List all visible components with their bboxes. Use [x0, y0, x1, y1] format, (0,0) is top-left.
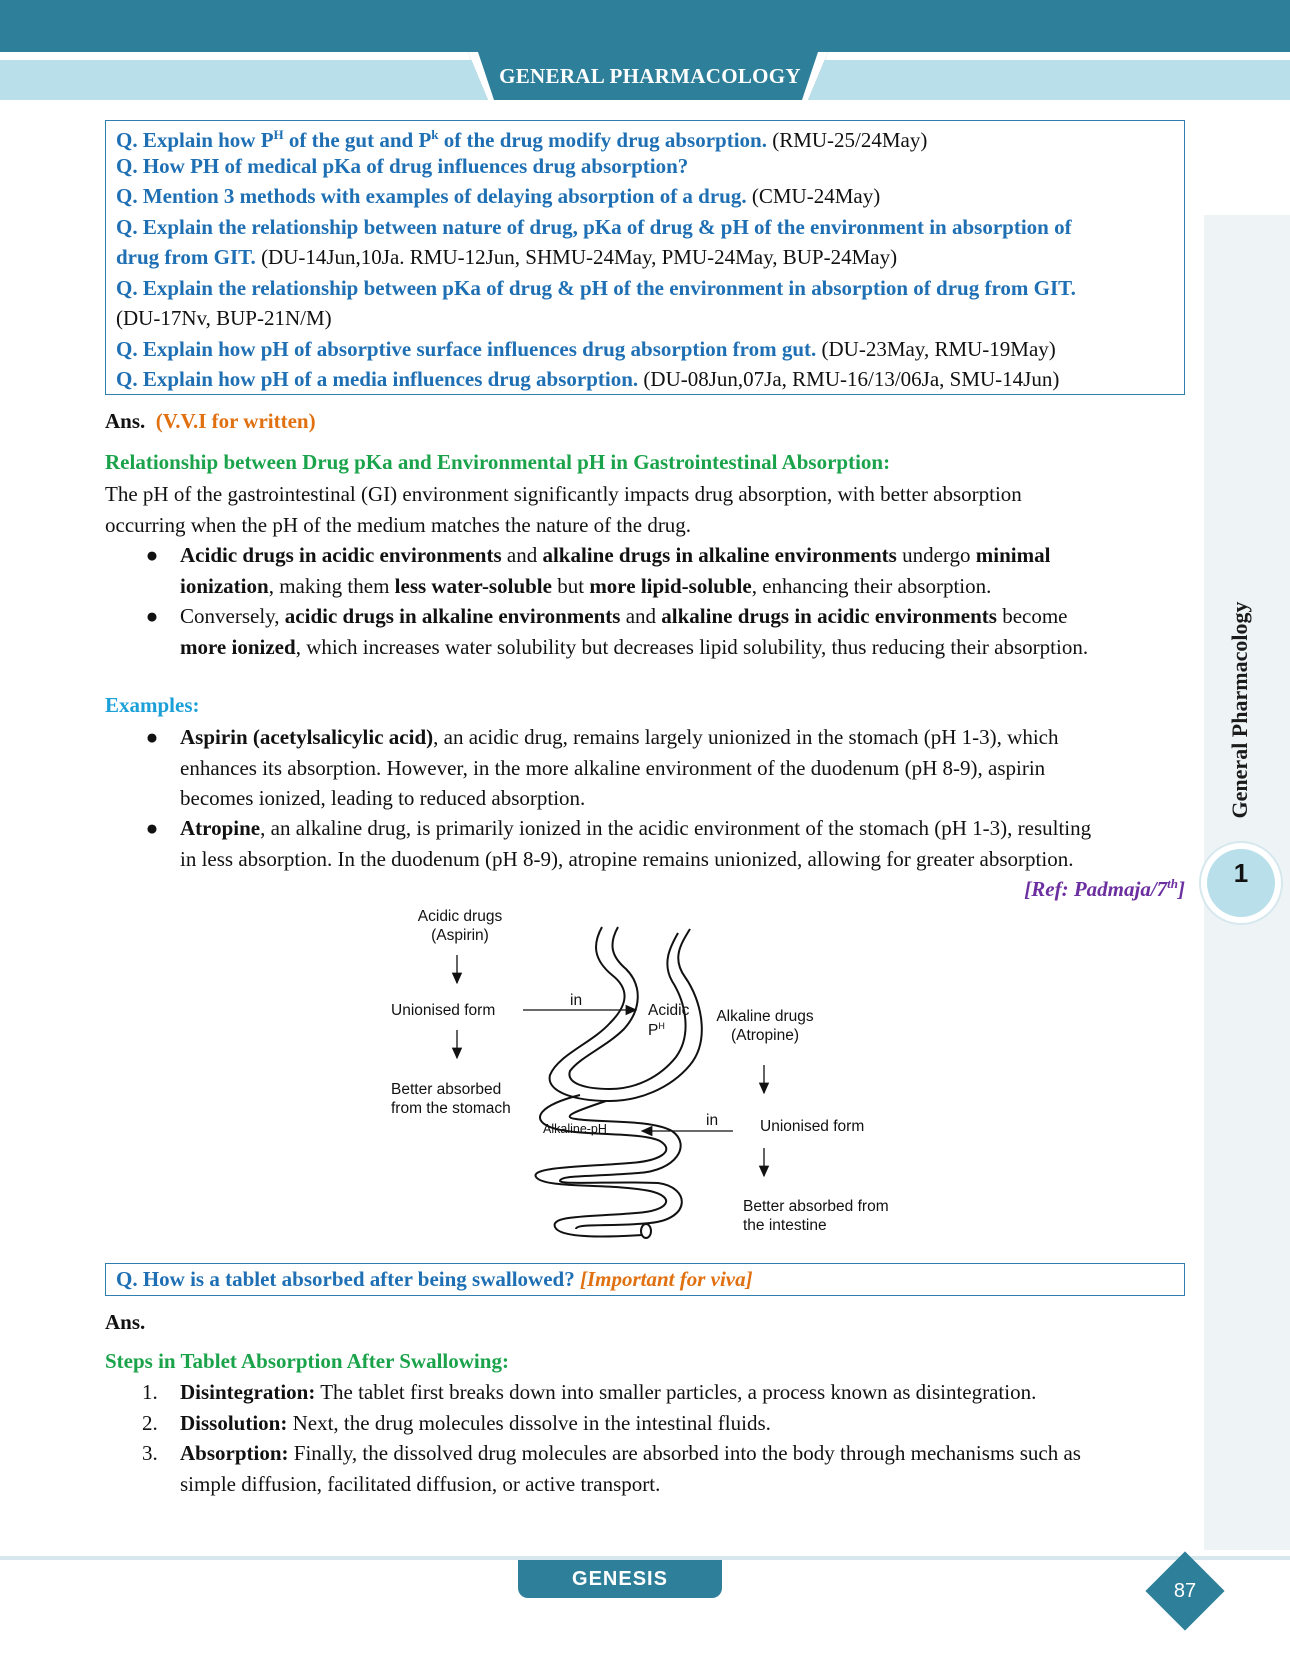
q-ref: (RMU-25/24May) [766, 128, 928, 152]
chapter-number: 1 [1233, 858, 1249, 888]
bold-text: acidic drugs in alkaline environments [284, 604, 621, 628]
step-number: 3. [142, 1441, 158, 1465]
text: and [620, 604, 662, 628]
examples-heading: Examples: [105, 693, 200, 717]
steps-heading: Steps in Tablet Absorption After Swallowing: [105, 1349, 509, 1373]
text: Conversely, [180, 604, 285, 628]
text: , which increases water solubility but decreases lipid solubility, thus reducing their absorption. [295, 634, 1089, 659]
q-text: Q. Explain how pH of absorptive surface influences drug absorption from gut. [116, 336, 817, 361]
footer-brand: GENESIS [572, 1568, 668, 1590]
label-better-stomach-2: from the stomach [391, 1100, 511, 1117]
question-line-2 [116, 151, 1181, 182]
step-text: Finally, the dissolved drug molecules are absorbed into the body through mechanisms such as [288, 1441, 1081, 1465]
label-alkaline-ph: Alkaline-pH [543, 1122, 607, 1136]
page-number: 87 [1173, 1580, 1197, 1602]
q-text: of the drug modify drug absorption. [438, 128, 767, 152]
q-text: Q. How PH of medical pKa of drug influences drug absorption? [116, 153, 689, 178]
label-in-top: in [570, 992, 583, 1009]
text: , an acidic drug, remains largely unionized in the stomach (pH 1-3), which [433, 725, 1059, 749]
section-heading-relationship: Relationship between Drug pKa and Environmental pH in Gastrointestinal Absorption: [105, 450, 891, 474]
example-bullet-2 [142, 813, 1182, 875]
q-ref: (DU-17Nv, BUP-21N/M) [116, 306, 332, 330]
bold-text: Aspirin (acetylsalicylic acid) [180, 725, 434, 749]
question-line-6 [116, 273, 1186, 304]
q-ref: (DU-14Jun,10Ja. RMU-12Jun, SHMU-24May, PMU-24May, BUP-24May) [255, 245, 898, 269]
text: , making them [268, 573, 395, 598]
question-line-9 [116, 364, 1181, 395]
label-better-intestine-2: the intestine [743, 1217, 827, 1234]
q-text: of the gut and P [283, 128, 432, 152]
question-line-8 [116, 334, 1181, 365]
label-unionised-left: Unionised form [391, 1002, 496, 1019]
question-line-7 [116, 303, 1181, 334]
ans-label: Ans. [105, 1310, 146, 1334]
q-sup: k [431, 127, 439, 142]
bold-text: Atropine [180, 816, 261, 840]
label-in-bottom: in [706, 1112, 719, 1129]
ref-sup: th [1167, 876, 1178, 891]
label-better-intestine-1: Better absorbed from [743, 1198, 889, 1215]
step-item-2 [142, 1408, 1182, 1439]
page-header-title: GENERAL PHARMACOLOGY [499, 64, 801, 88]
label-ph-p: $P^H$ [648, 1021, 665, 1039]
bold-text: more lipid-soluble [589, 573, 752, 598]
label-better-stomach-1: Better absorbed [391, 1081, 502, 1098]
q-ref: (CMU-24May) [746, 184, 881, 208]
q-ref: (DU-08Jun,07Ja, RMU-16/13/06Ja, SMU-14Jun) [638, 367, 1060, 391]
q-text: drug from GIT. [116, 245, 256, 269]
bold-text: minimal [975, 543, 1051, 567]
label-acidic-drugs: Acidic drugs [417, 908, 503, 925]
side-chapter-label: General Pharmacology [1227, 601, 1252, 819]
bullet-text [180, 813, 1200, 874]
ans-label: Ans. [105, 409, 146, 433]
text: undergo [896, 543, 976, 567]
label-alkaline-drugs: Alkaline drugs [716, 1008, 814, 1025]
question-line-tablet [116, 1264, 1181, 1295]
header-band [0, 0, 1290, 52]
q-note: [Important for viva] [574, 1267, 753, 1291]
text: becomes ionized, leading to reduced absorption. [180, 786, 586, 810]
step-text: Next, the drug molecules dissolve in the intestinal fluids. [287, 1410, 771, 1435]
question-line-5 [116, 242, 1181, 273]
bold-text: alkaline drugs in alkaline environments [542, 543, 897, 567]
q-sup: H [273, 127, 284, 142]
ref-text: [Ref: Padmaja/7 [1024, 877, 1168, 901]
answer-label-1 [105, 406, 316, 437]
q-text: Q. Explain how P [116, 128, 274, 152]
q-text: Q. Explain the relationship between nature of drug, pKa of drug & pH of the environment in absorption of [116, 214, 1072, 239]
bold-text: alkaline drugs in acidic environments [661, 604, 997, 628]
text: enhances its absorption. However, in the more alkaline environment of the duodenum (pH 8-9), aspirin [180, 755, 1046, 780]
step-text: simple diffusion, facilitated diffusion, or active transport. [180, 1471, 661, 1496]
ans-note: (V.V.I for written) [155, 409, 316, 433]
bold-text: ionization [180, 573, 269, 598]
text: , an alkaline drug, is primarily ionized in the acidic environment of the stomach (pH 1-3), resulting [260, 816, 1092, 840]
example-bullet-1 [142, 722, 1182, 814]
q-ref: (DU-23May, RMU-19May) [816, 336, 1056, 361]
bullet-item-1 [142, 540, 1182, 602]
text: in less absorption. In the duodenum (pH 8-9), atropine remains unionized, allowing for greater absorption. [180, 846, 1074, 871]
q-text: Q. Explain how pH of a media influences drug absorption. [116, 367, 639, 391]
bullet-item-2 [142, 601, 1182, 663]
text: become [996, 604, 1068, 628]
step-number: 2. [142, 1410, 158, 1435]
q-text: Q. Mention 3 methods with examples of delaying absorption of a drug. [116, 184, 747, 208]
text: but [551, 573, 590, 598]
question-line-3 [116, 181, 1181, 212]
label-aspirin: (Aspirin) [431, 927, 489, 944]
q-text: Q. How is a tablet absorbed after being swallowed? [116, 1267, 575, 1291]
stomach-intestine-drawing [536, 927, 702, 1238]
text: and [501, 543, 543, 567]
step-number: 1. [142, 1380, 158, 1404]
label-atropine: (Atropine) [730, 1027, 800, 1044]
step-item-1 [142, 1377, 1182, 1408]
bullet-dot: ● [145, 604, 159, 628]
answer-label-2 [105, 1307, 145, 1338]
step-term: Dissolution: [180, 1410, 288, 1435]
gi-absorption-diagram [380, 905, 920, 1245]
label-unionised-right: Unionised form [760, 1118, 865, 1135]
label-acidic-ph: Acidic [648, 1002, 690, 1019]
step-term: Disintegration: [180, 1380, 316, 1404]
step-term: Absorption: [180, 1441, 289, 1465]
bold-text: more ionized [180, 634, 296, 659]
bullet-text [180, 601, 1180, 662]
q-text: Q. Explain the relationship between pKa of drug & pH of the environment in absorption of drug from GIT. [116, 275, 1076, 300]
bold-text: Acidic drugs in acidic environments [180, 543, 502, 567]
bullet-dot: ● [145, 816, 159, 840]
reference-citation [900, 876, 1185, 902]
step-text: The tablet first breaks down into smaller particles, a process known as disintegration. [315, 1380, 1037, 1404]
bold-text: less water-soluble [394, 573, 552, 598]
section-intro-line-2: occurring when the pH of the medium matches the nature of the drug. [105, 512, 692, 537]
step-item-3 [142, 1438, 1182, 1499]
bullet-dot: ● [145, 543, 159, 567]
bullet-text [180, 722, 1180, 814]
ref-text: ] [1178, 877, 1185, 901]
question-line-4 [116, 212, 1186, 243]
section-intro-line-1: The pH of the gastrointestinal (GI) environment significantly impacts drug absorption, with better absorption [105, 482, 1022, 506]
bullet-dot: ● [145, 725, 159, 749]
bullet-text [180, 540, 1180, 601]
text: , enhancing their absorption. [751, 573, 992, 598]
